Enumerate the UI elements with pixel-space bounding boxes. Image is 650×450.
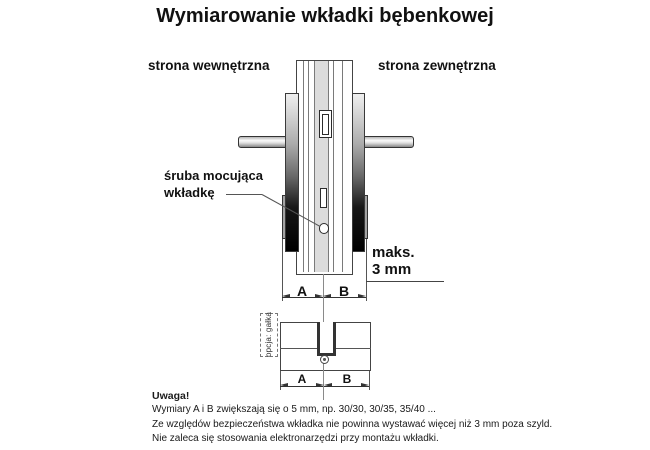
fixing-screw-hole [320, 355, 329, 364]
dimension-arrow [323, 294, 331, 298]
label-outer-side: strona zewnętrzna [378, 58, 496, 73]
max-protrusion-label: maks. 3 mm [372, 244, 415, 278]
note-line: Nie zaleca się stosowania elektronarzędzi przy montażu wkładki. [152, 433, 439, 445]
dimension-arrow [358, 294, 366, 298]
spindle-left [238, 136, 288, 149]
keyway-slot [320, 188, 328, 208]
dimension-arrow [280, 383, 288, 387]
dimension-arrow [324, 383, 332, 387]
fixing-screw-label: śruba mocująca wkładkę [164, 168, 263, 200]
door-layer-line [303, 61, 304, 272]
dimension-a-label: A [297, 372, 307, 386]
leader-line [226, 194, 262, 195]
knob-option-box [260, 313, 278, 357]
label-inner-side: strona wewnętrzna [148, 58, 270, 73]
leader-line [366, 281, 444, 282]
note-line: Ze względów bezpieczeństwa wkładka nie powinna wystawać więcej niż 3 mm poza szyld. [152, 418, 553, 430]
door-layer-line [333, 61, 334, 272]
page-title: Wymiarowanie wkładki bębenkowej [156, 5, 494, 27]
dimension-arrow [316, 383, 324, 387]
note-line: Wymiary A i B zwiększają się o 5 mm, np. 30/30, 30/35, 35/40 ... [152, 404, 436, 416]
dimension-arrow [315, 294, 323, 298]
spindle-right [362, 136, 414, 149]
cylinder-strip [314, 61, 329, 272]
escutcheon-left [285, 93, 299, 252]
cam-slot [322, 114, 329, 135]
cam-notch [317, 322, 337, 356]
notes-heading: Uwaga! [152, 390, 190, 402]
fixing-screw [319, 223, 330, 234]
escutcheon-right [352, 93, 366, 252]
door-layer-line [308, 61, 309, 272]
dimension-b-label: B [342, 372, 352, 386]
dimension-arrow [282, 294, 290, 298]
dimension-a-label: A [296, 283, 308, 299]
knob-option-label: opcja: gałka [264, 311, 274, 358]
door-layer-line [342, 61, 343, 272]
notes-block [152, 389, 552, 447]
extension-line [282, 237, 283, 301]
dimension-b-label: B [338, 283, 350, 299]
extension-line [366, 237, 367, 301]
dimension-arrow [361, 383, 369, 387]
